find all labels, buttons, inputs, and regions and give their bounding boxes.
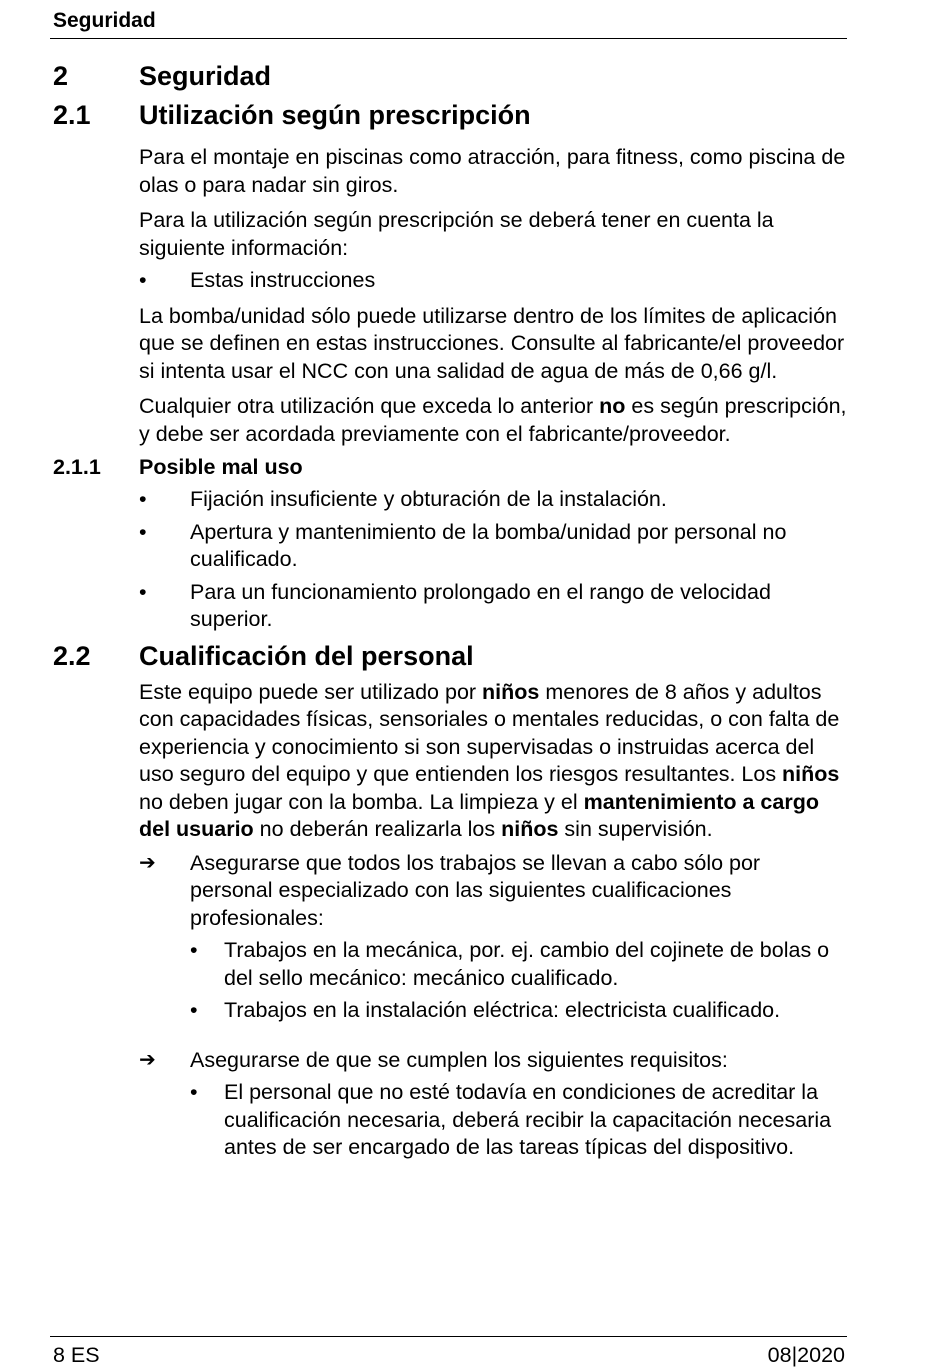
text-run: sin supervisión. [558,817,713,841]
sub-list [190,1079,847,1162]
text-run: Cualquier otra utilización que exceda lo anterior [139,394,600,418]
list-item [190,997,847,1025]
list-item [190,1079,847,1162]
list-item-text: El personal que no esté todavía en condiciones de acreditar la cualificación necesaria, deberá recibir la capacitación necesaria antes de ser encargado de las tareas típicas del dispositivo. [224,1080,832,1159]
section-number: 2.1.1 [53,455,101,479]
text-run: menores de 8 años y adultos con capacidades físicas, sensoriales o mentales reducidas, o con falta de experiencia y conocimiento si son supervisadas o instruidas acerca del uso seguro del equipo y que entienden los riesgos resultantes. Los [139,679,840,786]
sub-list [190,937,847,1025]
running-header: Seguridad [53,9,156,32]
section-2-1-heading [53,98,847,132]
text-run: no deberán realizarla los [253,817,502,841]
section-2-heading [53,59,847,93]
bullet-marker: • [139,487,147,511]
bullet-marker: • [190,1080,198,1104]
list-item [190,937,847,992]
list-item-text: Trabajos en la mecánica, por. ej. cambio del cojinete de bolas o del sello mecánico: mecánico cualificado. [224,938,830,990]
bullet-list [139,486,847,634]
action-item [139,1047,847,1162]
bullet-marker: • [139,519,147,544]
section-number: 2.1 [53,100,91,130]
bold-text: niños [782,762,840,786]
section-title: Utilización según prescripción [139,100,531,130]
section-number: 2.2 [53,640,91,671]
section-number: 2 [53,61,69,91]
text-run: no deben jugar con la bomba. La limpieza y el [139,789,584,814]
bold-text: no [599,394,626,418]
section-title: Seguridad [139,61,272,91]
bullet-marker: • [139,268,147,292]
action-body [190,850,847,1025]
edition-date: 08|2020 [767,1343,845,1367]
section-title: Posible mal uso [139,455,303,479]
list-item-text: Estas instrucciones [190,268,376,292]
paragraph [139,393,847,448]
section-title: Cualificación del personal [139,640,474,671]
bullet-marker: • [139,579,147,604]
action-body [190,1047,847,1162]
action-item [139,850,847,1025]
paragraph [139,679,847,844]
text-run: Este equipo puede ser utilizado por [139,679,483,704]
action-text: Asegurarse que todos los trabajos se llevan a cabo sólo por personal especializado con las siguientes cualificaciones profesionales: [190,850,761,930]
text-run: es según prescripción, y debe ser acordada previamente con el fabricante/proveedor. [139,394,847,446]
bullet-list [139,267,847,295]
action-text: Asegurarse de que se cumplen los siguientes requisitos: [190,1047,728,1072]
arrow-right-icon: ➔ [139,1048,156,1071]
footer-divider [50,1336,847,1337]
bullet-marker: • [190,938,198,962]
bold-text: mantenimiento a cargo del usuario [139,789,819,841]
action-list [139,850,847,1162]
list-item [139,579,847,634]
paragraph: Para la utilización según prescripción se deberá tener en cuenta la siguiente información: [139,208,774,260]
page-number: 8 ES [53,1343,100,1367]
paragraph: La bomba/unidad sólo puede utilizarse dentro de los límites de aplicación que se definen en estas instrucciones. Consulte al fabricante/el proveedor si intenta usar el NCC con una salidad de agua de más de 0,66 g/l. [139,303,845,383]
bold-text: niños [482,679,540,704]
list-item [139,267,847,295]
section-2-2-heading [53,639,847,673]
paragraph: Para el montaje en piscinas como atracción, para fitness, como piscina de olas o para nadar sin giros. [139,145,846,197]
document-body [53,59,847,1162]
bullet-marker: • [190,998,198,1022]
list-item [139,519,847,574]
section-2-1-1-heading [53,454,847,481]
list-item-text: Apertura y mantenimiento de la bomba/unidad por personal no cualificado. [190,519,787,571]
header-divider [50,38,847,39]
list-item-text: Trabajos en la instalación eléctrica: electricista cualificado. [224,998,781,1022]
list-item-text: Para un funcionamiento prolongado en el rango de velocidad superior. [190,579,771,631]
bold-text: niños [501,817,559,841]
list-item [139,486,847,514]
arrow-right-icon: ➔ [139,851,156,874]
list-item-text: Fijación insuficiente y obturación de la instalación. [190,487,667,511]
